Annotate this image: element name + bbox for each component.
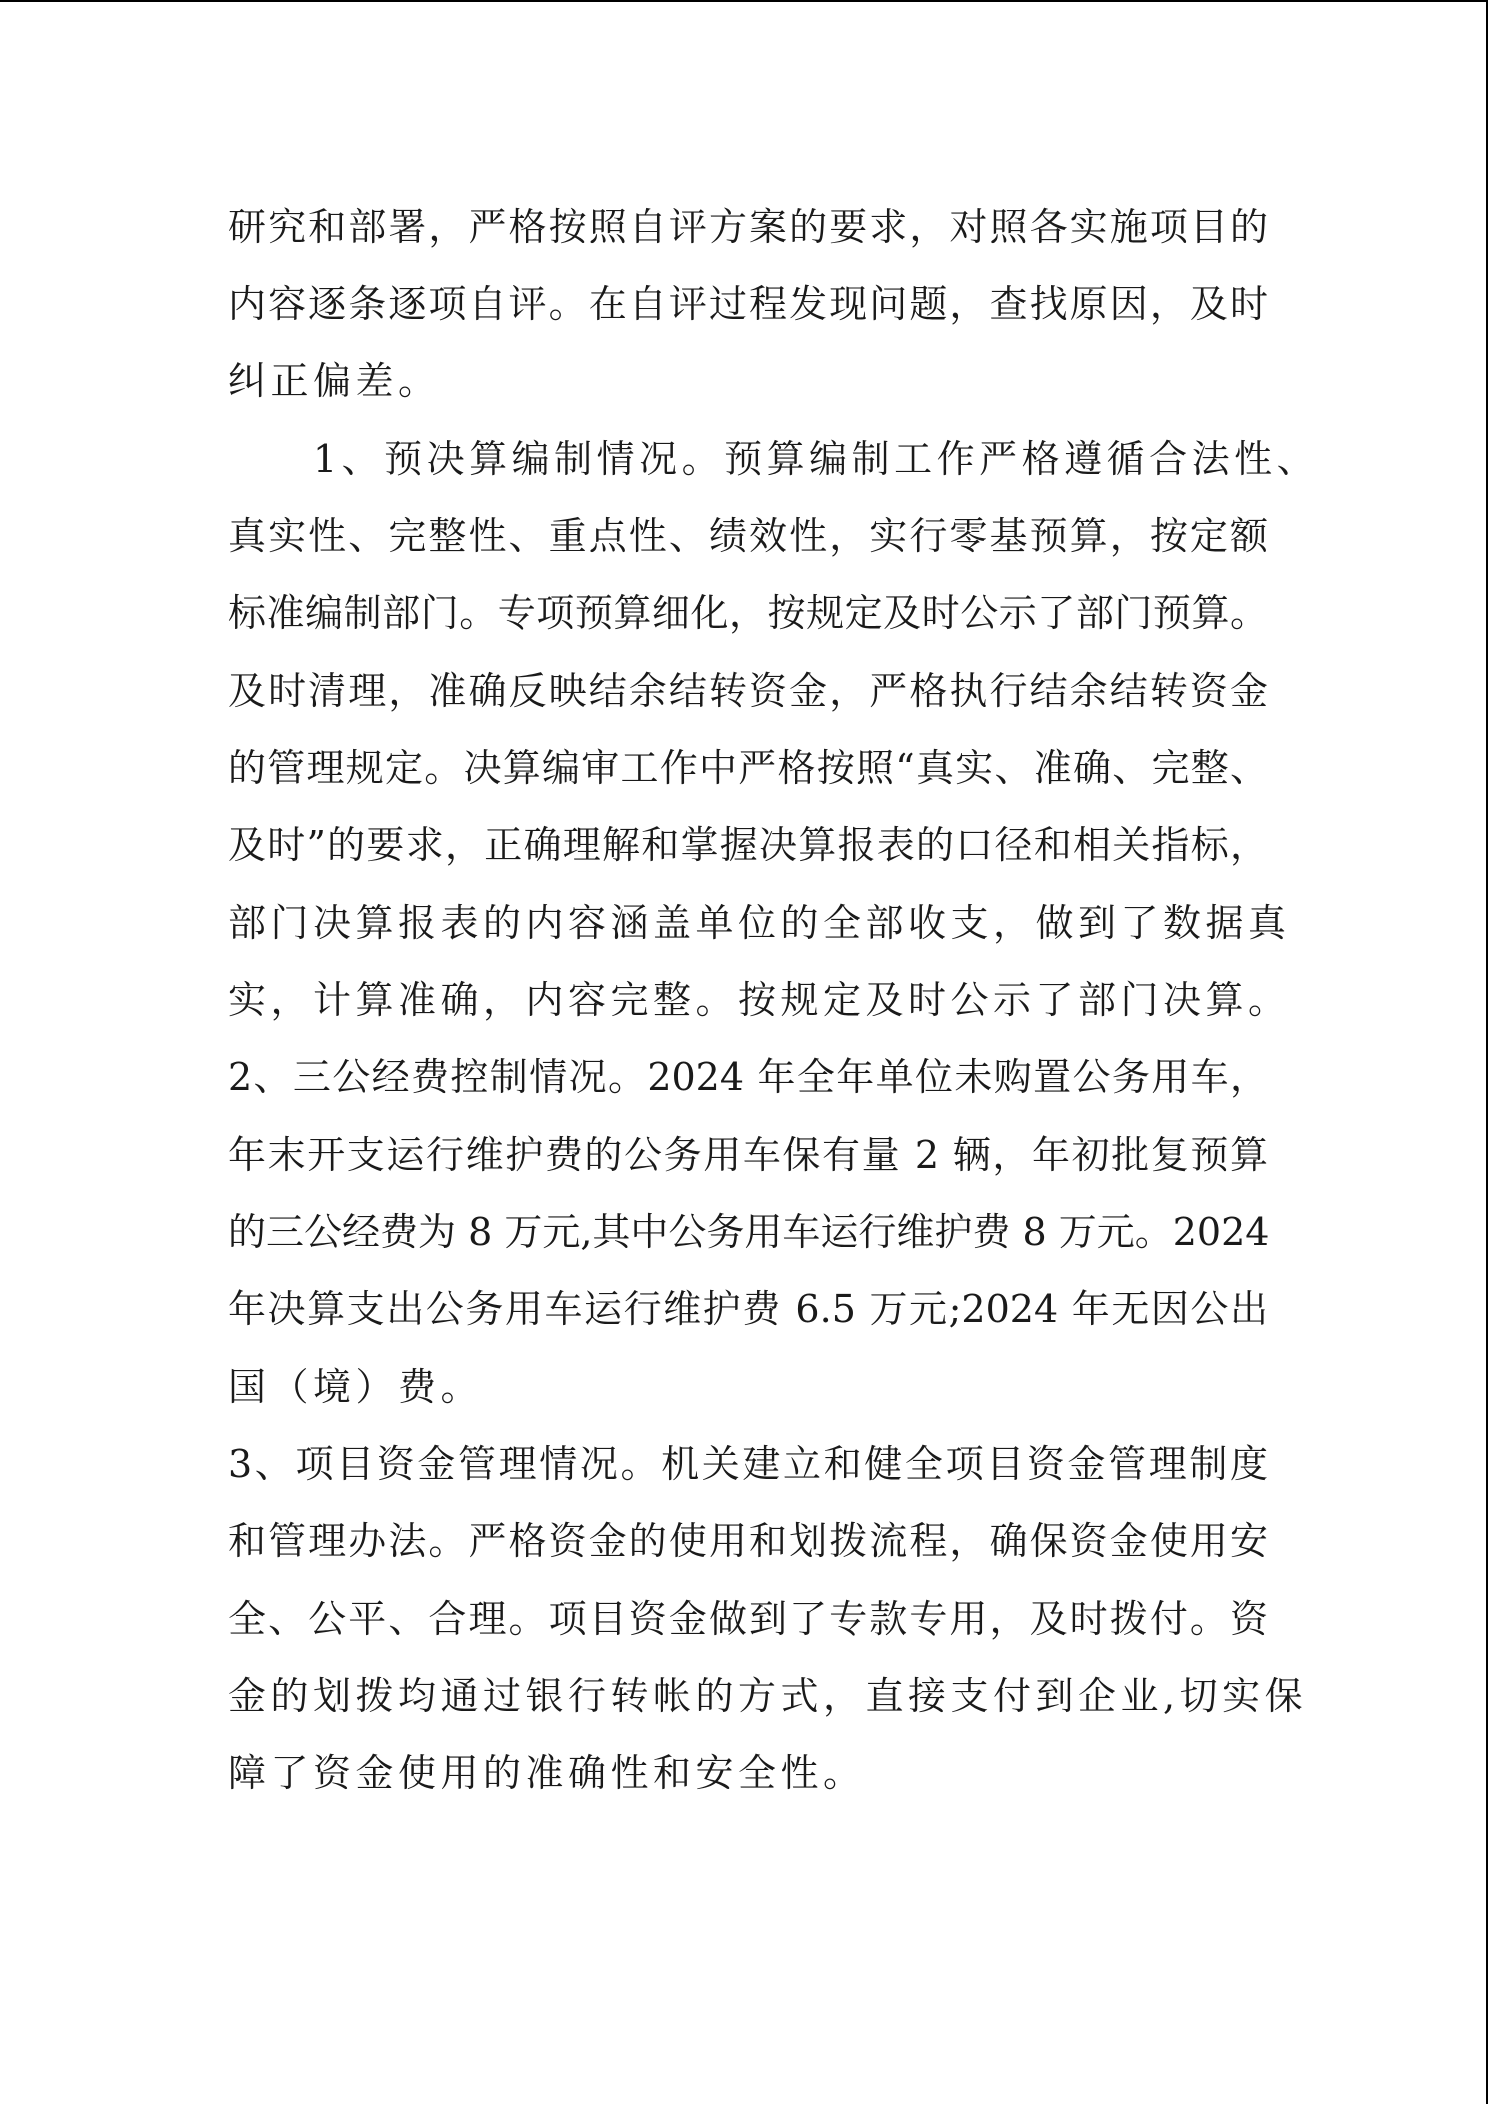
text-line: 的三公经费为 8 万元,其中公务用车运行维护费 8 万元。2024	[228, 1210, 1270, 1254]
text-line: 3、项目资金管理情况。机关建立和健全项目资金管理制度	[228, 1442, 1268, 1486]
text-line: 实，计算准确，内容完整。按规定及时公示了部门决算。	[228, 978, 1291, 1022]
text-line: 及时清理，准确反映结余结转资金，严格执行结余结转资金	[228, 669, 1268, 713]
text-line: 和管理办法。严格资金的使用和划拨流程，确保资金使用安	[228, 1519, 1268, 1563]
text-line: 研究和部署，严格按照自评方案的要求，对照各实施项目的	[228, 205, 1268, 249]
text-line: 障了资金使用的准确性和安全性。	[228, 1751, 866, 1795]
text-line: 年末开支运行维护费的公务用车保有量 2 辆，年初批复预算	[228, 1133, 1268, 1177]
text-line: 部门决算报表的内容涵盖单位的全部收支，做到了数据真	[228, 901, 1291, 945]
text-line: 1、预决算编制情况。预算编制工作严格遵循合法性、	[228, 437, 1320, 481]
text-line: 全、公平、合理。项目资金做到了专款专用，及时拨付。资	[228, 1597, 1268, 1641]
text-line: 的管理规定。决算编审工作中严格按照“真实、准确、完整、	[228, 746, 1268, 790]
text-line: 标准编制部门。专项预算细化，按规定及时公示了部门预算。	[228, 591, 1268, 635]
text-line: 纠正偏差。	[228, 359, 441, 403]
text-line: 真实性、完整性、重点性、绩效性，实行零基预算，按定额	[228, 514, 1268, 558]
text-line: 及时”的要求，正确理解和掌握决算报表的口径和相关指标，	[228, 823, 1268, 867]
text-line: 内容逐条逐项自评。在自评过程发现问题，查找原因，及时	[228, 282, 1268, 326]
text-line: 金的划拨均通过银行转帐的方式，直接支付到企业,切实保	[228, 1674, 1308, 1718]
text-line: 国（境）费。	[228, 1365, 484, 1409]
text-line: 年决算支出公务用车运行维护费 6.5 万元;2024 年无因公出	[228, 1287, 1268, 1331]
text-line: 2、三公经费控制情况。2024 年全年单位未购置公务用车，	[228, 1055, 1268, 1099]
